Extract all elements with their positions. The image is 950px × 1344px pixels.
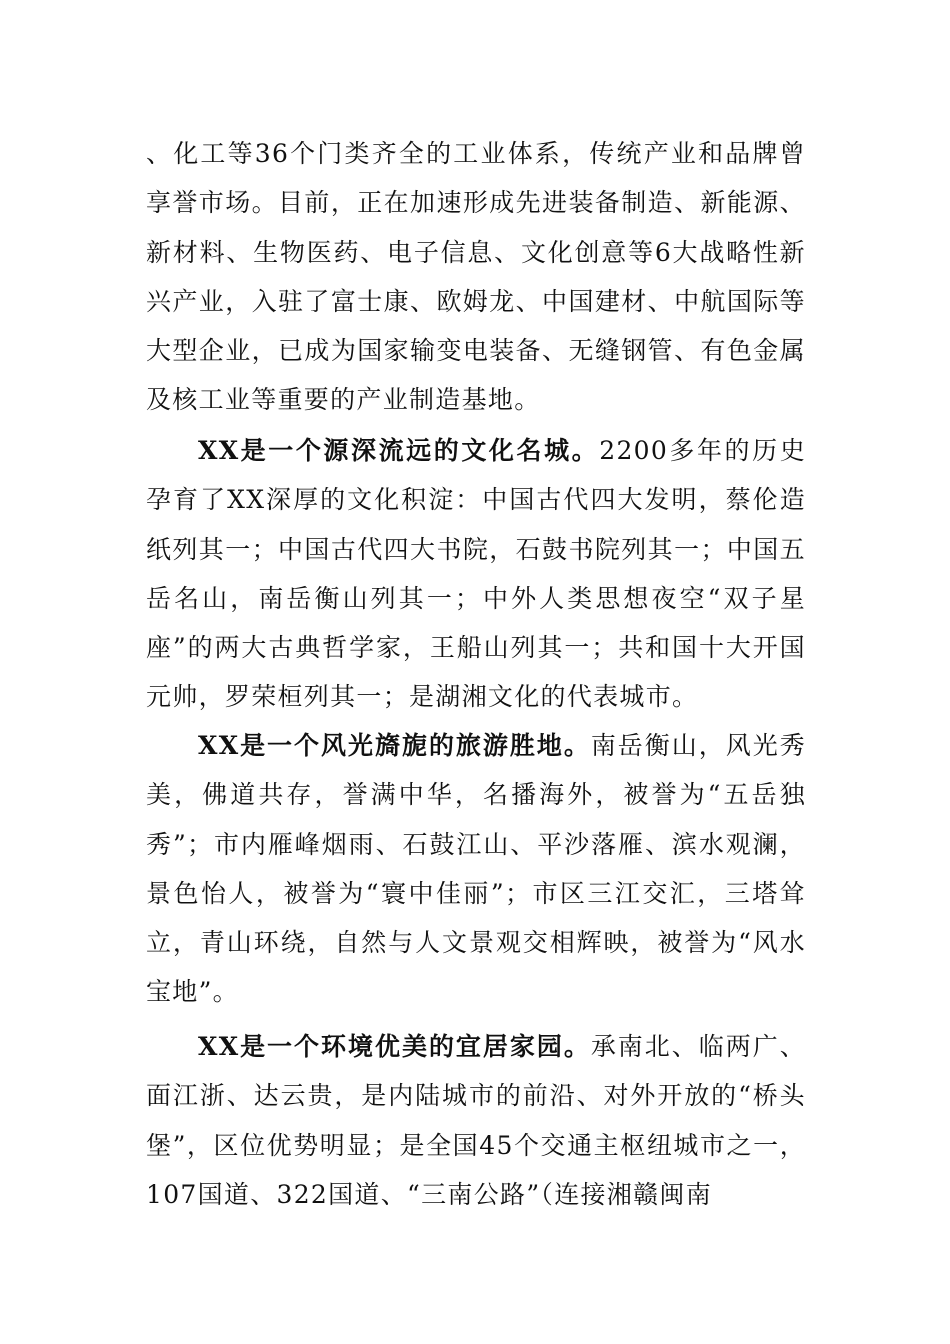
paragraph-text (146, 426, 806, 722)
paragraph-tourism (146, 721, 806, 1017)
paragraph-lead: XX是一个环境优美的宜居家园。 (198, 1032, 591, 1061)
paragraph-lead: XX是一个风光旖旎的旅游胜地。 (198, 731, 591, 760)
paragraph-body: 、化工等36个门类齐全的工业体系，传统产业和品牌曾享誉市场。目前，正在加速形成先进装备制造、新能源、新材料、生物医药、电子信息、文化创意等6大战略性新兴产业，入驻了富士康、欧姆龙、中国建材、中航国际等大型企业，已成为国家输变电装备、无缝钢管、有色金属及核工业等重要的产业制造基地。 (146, 139, 806, 415)
paragraph-text (146, 721, 806, 1017)
paragraph-body: 南岳衡山，风光秀美，佛道共存，誉满中华，名播海外，被誉为“五岳独秀”；市内雁峰烟雨、石鼓江山、平沙落雁、滨水观澜，景色怡人，被誉为“寰中佳丽”；市区三江交汇，三塔耸立，青山环绕，自然与人文景观交相辉映，被誉为“风水宝地”。 (146, 731, 806, 1007)
paragraph-industry (146, 129, 806, 425)
paragraph-text (146, 1022, 806, 1219)
paragraph-body: 承南北、临两广、面江浙、达云贵，是内陆城市的前沿、对外开放的“桥头堡”，区位优势明显；是全国45个交通主枢纽城市之一，107国道、322国道、“三南公路”（连接湘赣闽南 (146, 1032, 806, 1209)
paragraph-livable (146, 1022, 806, 1219)
paragraph-body: 2200多年的历史孕育了XX深厚的文化积淀：中国古代四大发明，蔡伦造纸列其一；中国古代四大书院，石鼓书院列其一；中国五岳名山，南岳衡山列其一；中外人类思想夜空“双子星座”的两大古典哲学家，王船山列其一；共和国十大开国元帅，罗荣桓列其一；是湖湘文化的代表城市。 (146, 436, 807, 712)
paragraph-culture (146, 426, 806, 722)
paragraph-text (146, 129, 806, 425)
paragraph-lead: XX是一个源深流远的文化名城。 (198, 436, 600, 465)
